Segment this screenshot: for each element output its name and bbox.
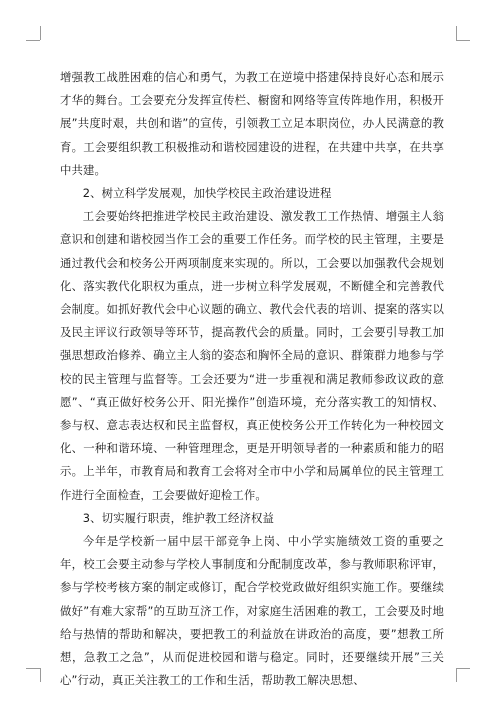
paragraph-economic-rights: 今年是学校新一届中层干部竞争上岗、中小学实施绩效工资的重要之年，校工会要主动参与学校人事制度和分配制度改革，参与教师职称评审，参与学校考核方案的制定或修订，配合学校党政做好组织实施工作。要继续做好”有难大家帮”的互助互济工作，对家庭生活困难的教工，工会要及时地给与热情的帮助和解决，要把教工的利益放在讲政治的高度，要”想教工所想，急教工之急”，从而促进校园和谐与稳定。同时，还要继续开展”三关心”行动，真正关注教工的工作和生活，帮助教工解决思想、 [60, 534, 444, 688]
paragraph-democratic-management: 工会要始终把推进学校民主政治建设、激发教工工作热情、增强主人翁意识和创建和谐校园当作工会的重要工作任务。而学校的民主管理，主要是通过教代会和校务公开两项制度来实现的。所以，工会要以加强教代会规划化、落实教代化职权为重点，进一步树立科学发展观，不断健全和完善教代会制度。如抓好教代会中心议题的确立、教代会代表的培训、提案的落实以及民主评议行政领导等环节，提高教代会的质量。同时，工会要引导教工加强思想政治修养、确立主人翁的姿态和胸怀全局的意识、群策群力地参与学校的民主管理与监督等。工会还要为“进一步重视和满足教师参政议政的意愿”、“真正做好校务公开、阳光操作”创造环境，充分落实教工的知情权、参与权、意志表达权和民主监督权，真正使校务公开工作转化为一种校园文化、一种和谐环境、一种管理理念，更是开明领导者的一种素质和能力的昭示。上半年，市教育局和教育工会将对全市中小学和局属单位的民主管理工作进行全面检查，工会要做好迎检工作。 [60, 209, 444, 502]
section-heading-2: 2、树立科学发展观，加快学校民主政治建设进程 [82, 186, 332, 201]
section-heading-3: 3、切实履行职责，维护教工经济权益 [82, 510, 274, 525]
document-body [60, 66, 444, 692]
paragraph-continuation: 增强教工战胜困难的信心和勇气，为教工在逆境中搭建保持良好心态和展示才华的舞台。工会要充分发挥宣传栏、橱窗和网络等宣传阵地作用，积极开展”共度时艰，共创和谐”的宣传，引领教工立足本职岗位，办人民满意的教育。工会要组织教工积极推动和谐校园建设的进程，在共建中共享，在共享中共建。 [60, 70, 444, 177]
